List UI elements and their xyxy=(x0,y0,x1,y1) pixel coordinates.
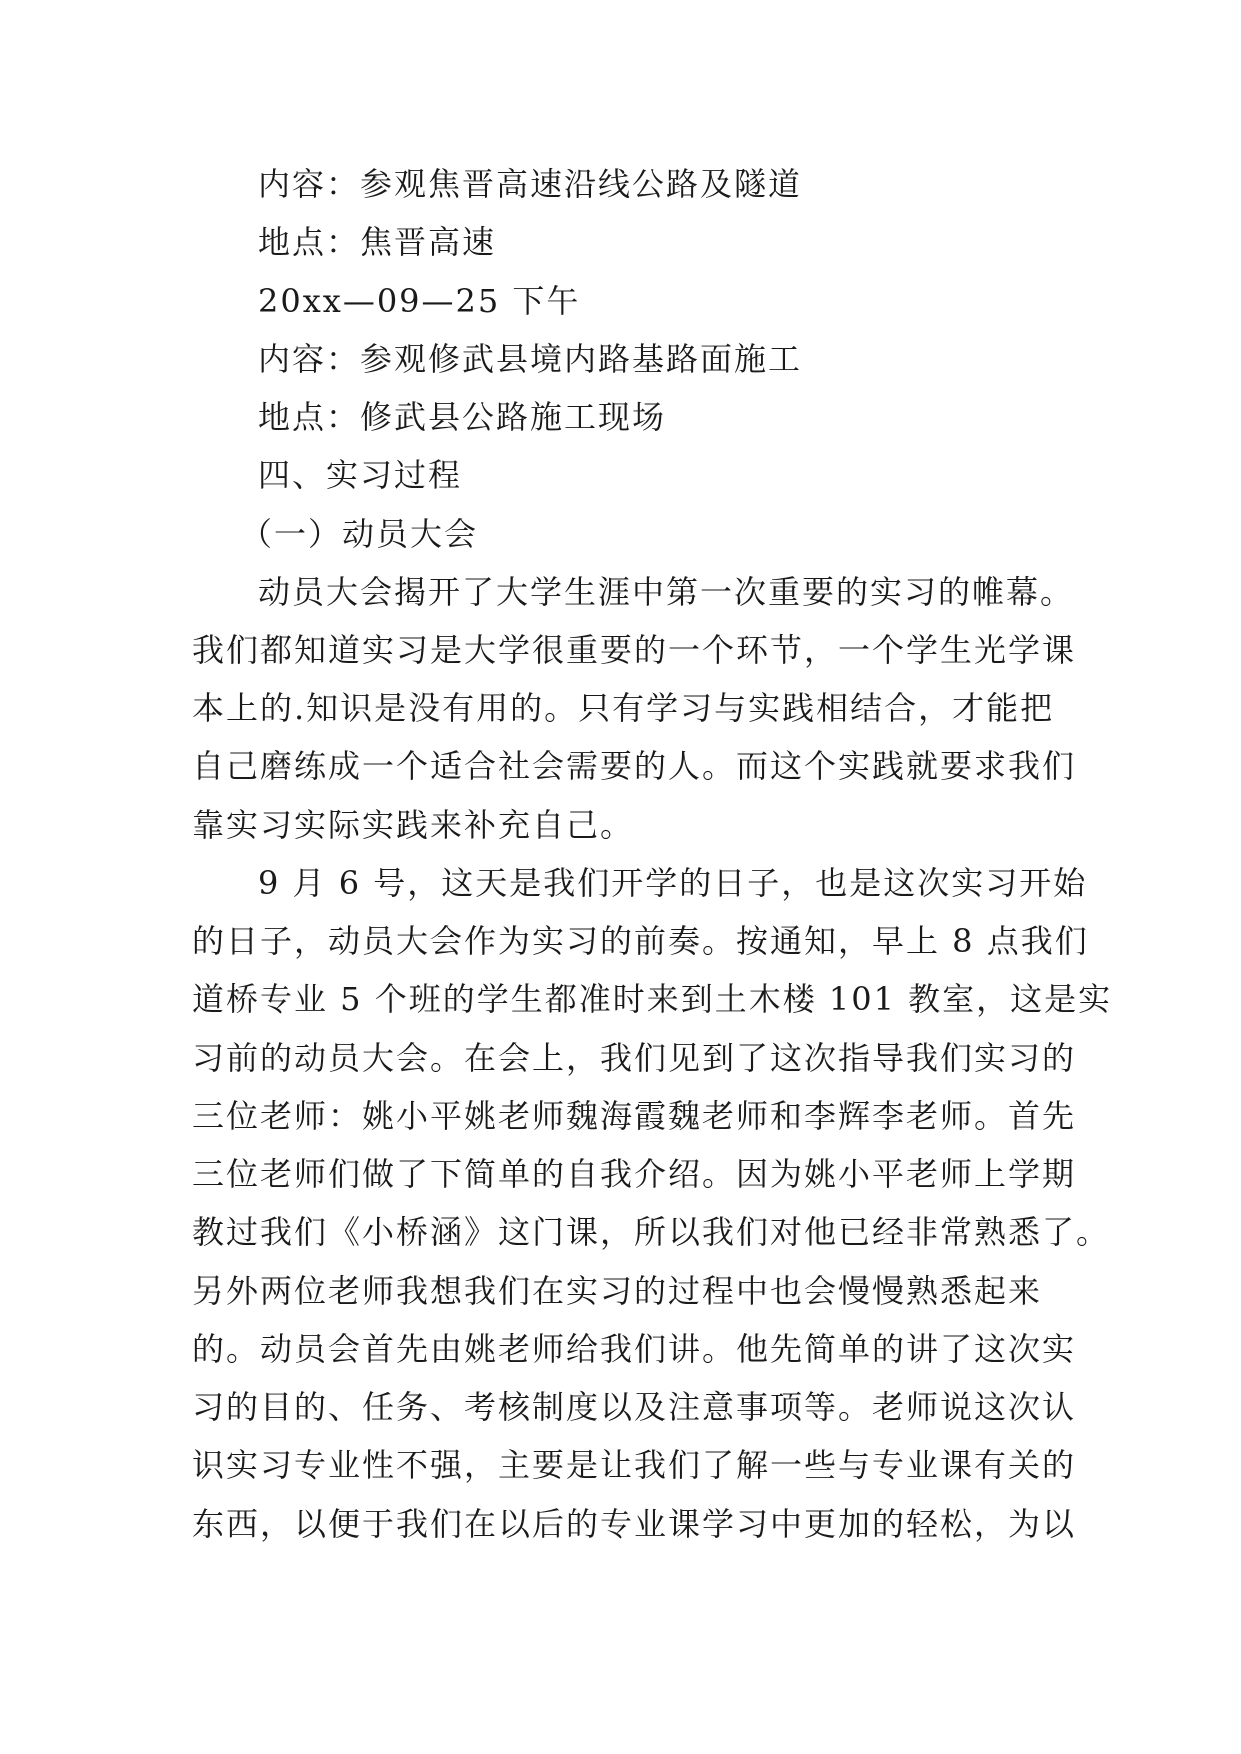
paragraph-line: 9 月 6 号，这天是我们开学的日子，也是这次实习开始 xyxy=(258,864,1088,902)
paragraph-line: 教过我们《小桥涵》这门课，所以我们对他已经非常熟悉了。 xyxy=(192,1213,1111,1251)
paragraph-line: 的日子，动员大会作为实习的前奏。按通知，早上 8 点我们 xyxy=(192,922,1089,960)
paragraph-line: 三位老师们做了下简单的自我介绍。因为姚小平老师上学期 xyxy=(192,1155,1077,1193)
paragraph-line: 本上的.知识是没有用的。只有学习与实践相结合，才能把 xyxy=(192,689,1055,727)
schedule-content-line: 内容：参观修武县境内路基路面施工 xyxy=(258,340,803,378)
paragraph-line: 习前的动员大会。在会上，我们见到了这次指导我们实习的 xyxy=(192,1039,1077,1077)
schedule-content-line: 内容：参观焦晋高速沿线公路及隧道 xyxy=(258,165,803,203)
paragraph-line: 我们都知道实习是大学很重要的一个环节，一个学生光学课 xyxy=(192,631,1077,669)
paragraph-line: 习的目的、任务、考核制度以及注意事项等。老师说这次认 xyxy=(192,1388,1077,1426)
schedule-location-line: 地点：修武县公路施工现场 xyxy=(258,398,667,436)
paragraph-line: 东西，以便于我们在以后的专业课学习中更加的轻松，为以 xyxy=(192,1505,1077,1543)
section-heading: 四、实习过程 xyxy=(258,456,463,494)
paragraph-line: 三位老师：姚小平姚老师魏海霞魏老师和李辉李老师。首先 xyxy=(192,1097,1077,1135)
paragraph-line: 识实习专业性不强，主要是让我们了解一些与专业课有关的 xyxy=(192,1446,1077,1484)
paragraph-line: 靠实习实际实践来补充自己。 xyxy=(192,806,635,844)
paragraph-line: 另外两位老师我想我们在实习的过程中也会慢慢熟悉起来 xyxy=(192,1272,1043,1310)
schedule-date-line: 20xx—09—25 下午 xyxy=(258,282,581,320)
paragraph-line: 动员大会揭开了大学生涯中第一次重要的实习的帷幕。 xyxy=(258,573,1075,611)
paragraph-line: 道桥专业 5 个班的学生都准时来到土木楼 101 教室，这是实 xyxy=(192,980,1113,1018)
schedule-location-line: 地点：焦晋高速 xyxy=(258,223,497,261)
subsection-heading: （一）动员大会 xyxy=(240,515,479,553)
paragraph-line: 的。动员会首先由姚老师给我们讲。他先简单的讲了这次实 xyxy=(192,1330,1077,1368)
paragraph-line: 自己磨练成一个适合社会需要的人。而这个实践就要求我们 xyxy=(192,747,1077,785)
